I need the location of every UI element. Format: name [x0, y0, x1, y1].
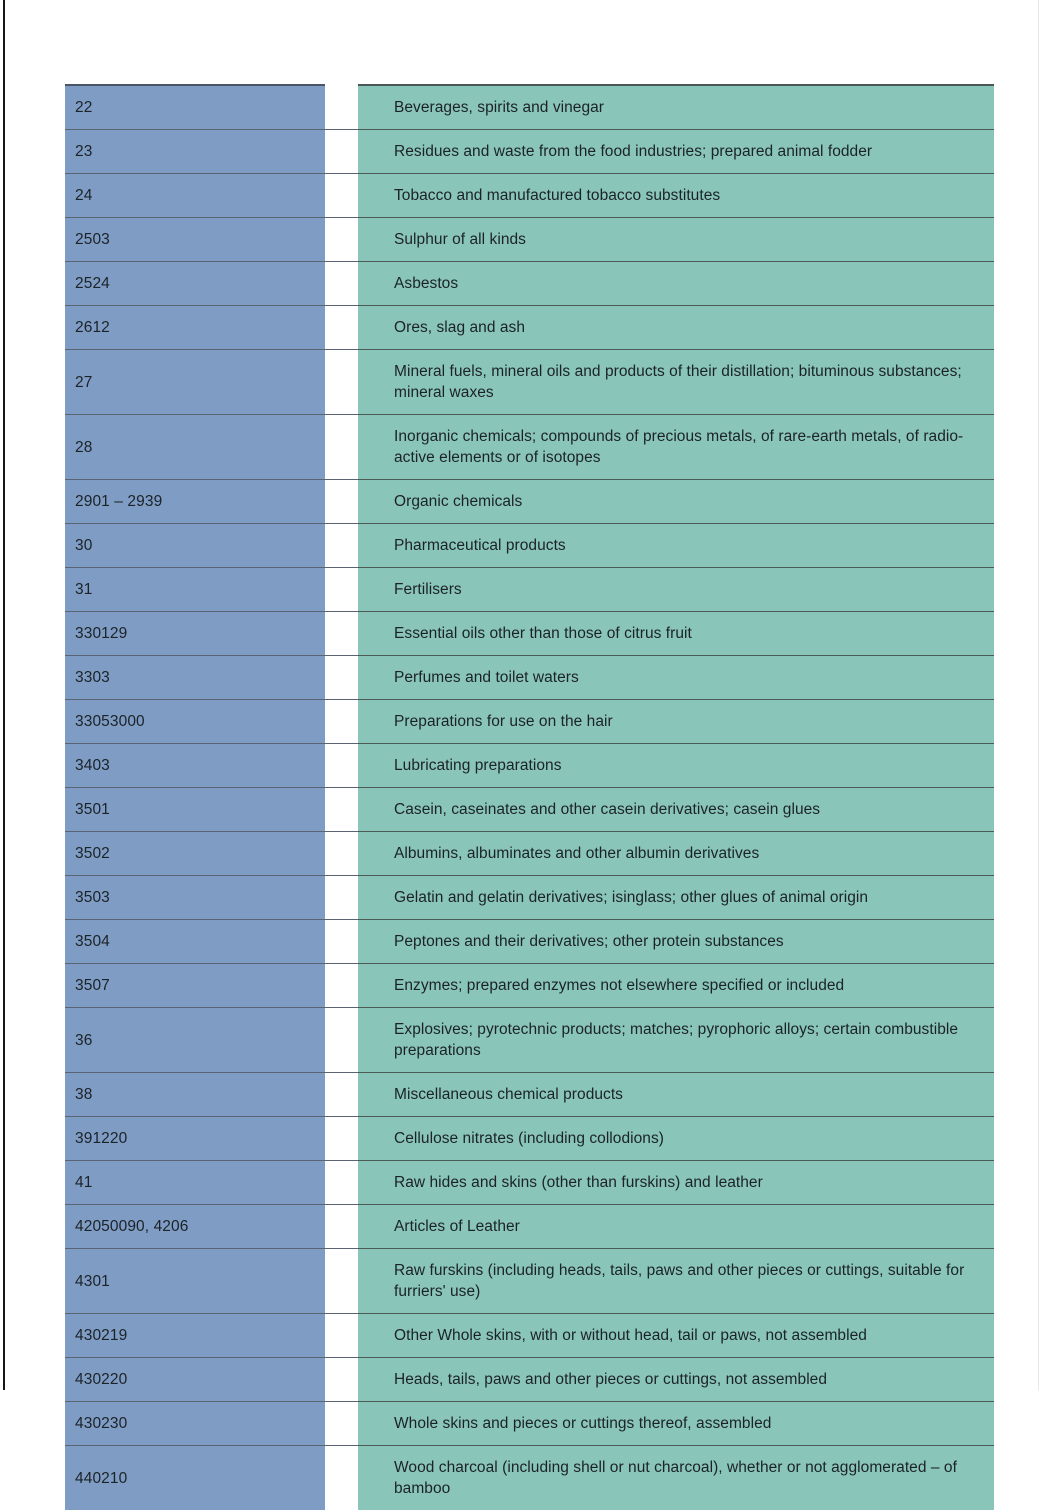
- table-row: [65, 1401, 994, 1445]
- code-value: 41: [75, 1174, 93, 1191]
- description-cell: [358, 1313, 994, 1357]
- table-row: [65, 699, 994, 743]
- description-cell: [358, 261, 994, 305]
- column-gap: [325, 1401, 358, 1445]
- code-value: 3503: [75, 889, 110, 906]
- table-row: [65, 919, 994, 963]
- page-edge-rule-right: [1038, 0, 1039, 1390]
- column-gap: [325, 875, 358, 919]
- code-cell: [65, 1116, 325, 1160]
- code-value: 4301: [75, 1272, 110, 1290]
- table-row: [65, 611, 994, 655]
- description-value: Peptones and their derivatives; other protein substances: [394, 933, 784, 950]
- code-value: 2503: [75, 231, 110, 248]
- table-row: [65, 655, 994, 699]
- description-cell: [358, 699, 994, 743]
- table-row: [65, 1313, 994, 1357]
- table-row: [65, 1116, 994, 1160]
- table-row: [65, 787, 994, 831]
- code-cell: [65, 305, 325, 349]
- code-value: 33053000: [75, 713, 145, 730]
- column-gap: [325, 1007, 358, 1072]
- column-gap: [325, 743, 358, 787]
- column-gap: [325, 84, 358, 129]
- code-cell: [65, 567, 325, 611]
- code-value: 330129: [75, 625, 128, 642]
- description-value: Organic chemicals: [394, 493, 523, 510]
- column-gap: [325, 173, 358, 217]
- description-cell: [358, 611, 994, 655]
- description-cell: [358, 129, 994, 173]
- table-row: [65, 875, 994, 919]
- table-row: [65, 1248, 994, 1313]
- table-row: [65, 173, 994, 217]
- code-cell: [65, 875, 325, 919]
- description-value: Articles of Leather: [394, 1218, 520, 1235]
- column-gap: [325, 523, 358, 567]
- column-gap: [325, 567, 358, 611]
- description-cell: [358, 743, 994, 787]
- column-gap: [325, 699, 358, 743]
- code-cell: [65, 523, 325, 567]
- code-value: 391220: [75, 1130, 128, 1147]
- code-cell: [65, 349, 325, 414]
- description-value: Casein, caseinates and other casein derivatives; casein glues: [394, 801, 821, 818]
- description-cell: [358, 655, 994, 699]
- description-cell: [358, 1160, 994, 1204]
- description-value: Miscellaneous chemical products: [394, 1086, 623, 1103]
- column-gap: [325, 1313, 358, 1357]
- description-cell: [358, 523, 994, 567]
- code-cell: [65, 1357, 325, 1401]
- description-cell: [358, 349, 994, 414]
- column-gap: [325, 963, 358, 1007]
- code-value: 430220: [75, 1371, 128, 1388]
- description-cell: [358, 84, 994, 129]
- code-cell: [65, 1072, 325, 1116]
- description-cell: [358, 1248, 994, 1313]
- description-value: Perfumes and toilet waters: [394, 669, 579, 686]
- column-gap: [325, 217, 358, 261]
- description-value: Inorganic chemicals; compounds of precious metals, of rare-earth metals, of radio-active elements or of isotopes: [394, 428, 964, 466]
- table-row: [65, 743, 994, 787]
- code-cell: [65, 1248, 325, 1313]
- description-cell: [358, 1401, 994, 1445]
- description-cell: [358, 217, 994, 261]
- code-value: 27: [75, 373, 93, 391]
- code-value: 23: [75, 143, 93, 160]
- description-value: Lubricating preparations: [394, 757, 562, 774]
- description-value: Fertilisers: [394, 581, 462, 598]
- code-value: 430219: [75, 1327, 128, 1344]
- code-value: 28: [75, 438, 93, 456]
- description-value: Explosives; pyrotechnic products; matches; pyrophoric alloys; certain combustible preparations: [394, 1021, 959, 1059]
- code-value: 38: [75, 1086, 93, 1103]
- code-cell: [65, 1401, 325, 1445]
- table-row: [65, 84, 994, 129]
- code-value: 3403: [75, 757, 110, 774]
- column-gap: [325, 655, 358, 699]
- table-row: [65, 1160, 994, 1204]
- description-value: Tobacco and manufactured tobacco substitutes: [394, 187, 721, 204]
- description-value: Sulphur of all kinds: [394, 231, 526, 248]
- page-edge-rule-left: [3, 0, 5, 1390]
- column-gap: [325, 1072, 358, 1116]
- code-cell: [65, 831, 325, 875]
- description-value: Cellulose nitrates (including collodions): [394, 1130, 664, 1147]
- description-cell: [358, 479, 994, 523]
- description-cell: [358, 173, 994, 217]
- code-value: 2901 – 2939: [75, 493, 163, 510]
- description-value: Mineral fuels, mineral oils and products of their distillation; bituminous substances; mineral waxes: [394, 363, 962, 401]
- table-row: [65, 1072, 994, 1116]
- table-row: [65, 523, 994, 567]
- column-gap: [325, 129, 358, 173]
- column-gap: [325, 1160, 358, 1204]
- description-value: Heads, tails, paws and other pieces or cuttings, not assembled: [394, 1371, 828, 1388]
- table-row: [65, 831, 994, 875]
- table-row: [65, 349, 994, 414]
- description-value: Ores, slag and ash: [394, 319, 525, 336]
- description-value: Residues and waste from the food industries; prepared animal fodder: [394, 143, 873, 160]
- code-cell: [65, 479, 325, 523]
- description-cell: [358, 1116, 994, 1160]
- code-cell: [65, 1313, 325, 1357]
- code-value: 36: [75, 1031, 93, 1049]
- column-gap: [325, 349, 358, 414]
- description-cell: [358, 1204, 994, 1248]
- column-gap: [325, 479, 358, 523]
- column-gap: [325, 1116, 358, 1160]
- code-cell: [65, 414, 325, 479]
- description-value: Gelatin and gelatin derivatives; isinglass; other glues of animal origin: [394, 889, 869, 906]
- table-row: [65, 1007, 994, 1072]
- table-row: [65, 963, 994, 1007]
- hs-code-table: [65, 84, 994, 1510]
- table-row: [65, 479, 994, 523]
- code-value: 3504: [75, 933, 110, 950]
- table-row: [65, 414, 994, 479]
- code-cell: [65, 919, 325, 963]
- table-row: [65, 129, 994, 173]
- description-cell: [358, 1357, 994, 1401]
- code-value: 42050090, 4206: [75, 1218, 189, 1235]
- code-cell: [65, 1204, 325, 1248]
- code-value: 3502: [75, 845, 110, 862]
- description-cell: [358, 875, 994, 919]
- code-cell: [65, 173, 325, 217]
- table-row: [65, 217, 994, 261]
- table-row: [65, 261, 994, 305]
- description-value: Enzymes; prepared enzymes not elsewhere specified or included: [394, 977, 845, 994]
- code-value: 30: [75, 537, 93, 554]
- description-cell: [358, 831, 994, 875]
- table-row: [65, 1445, 994, 1510]
- code-cell: [65, 129, 325, 173]
- table-row: [65, 567, 994, 611]
- description-value: Albumins, albuminates and other albumin derivatives: [394, 845, 760, 862]
- description-cell: [358, 963, 994, 1007]
- column-gap: [325, 1357, 358, 1401]
- code-value: 3507: [75, 977, 110, 994]
- column-gap: [325, 305, 358, 349]
- code-value: 3303: [75, 669, 110, 686]
- column-gap: [325, 261, 358, 305]
- description-value: Asbestos: [394, 275, 459, 292]
- column-gap: [325, 1204, 358, 1248]
- description-value: Raw hides and skins (other than furskins) and leather: [394, 1174, 763, 1191]
- column-gap: [325, 787, 358, 831]
- column-gap: [325, 919, 358, 963]
- code-cell: [65, 787, 325, 831]
- description-value: Essential oils other than those of citrus fruit: [394, 625, 692, 642]
- table-row: [65, 1357, 994, 1401]
- code-cell: [65, 611, 325, 655]
- code-value: 430230: [75, 1415, 128, 1432]
- code-value: 2524: [75, 275, 110, 292]
- code-cell: [65, 655, 325, 699]
- table-row: [65, 305, 994, 349]
- code-cell: [65, 84, 325, 129]
- column-gap: [325, 831, 358, 875]
- description-value: Whole skins and pieces or cuttings thereof, assembled: [394, 1415, 772, 1432]
- code-value: 2612: [75, 319, 110, 336]
- description-cell: [358, 305, 994, 349]
- code-cell: [65, 963, 325, 1007]
- description-cell: [358, 567, 994, 611]
- description-value: Pharmaceutical products: [394, 537, 566, 554]
- code-cell: [65, 1445, 325, 1510]
- code-value: 24: [75, 187, 93, 204]
- code-cell: [65, 743, 325, 787]
- code-cell: [65, 1007, 325, 1072]
- code-cell: [65, 1160, 325, 1204]
- code-value: 22: [75, 99, 93, 116]
- description-cell: [358, 414, 994, 479]
- description-value: Wood charcoal (including shell or nut charcoal), whether or not agglomerated – of bamboo: [394, 1459, 957, 1497]
- code-value: 440210: [75, 1469, 128, 1487]
- description-cell: [358, 919, 994, 963]
- column-gap: [325, 611, 358, 655]
- description-cell: [358, 1007, 994, 1072]
- description-cell: [358, 1072, 994, 1116]
- code-cell: [65, 217, 325, 261]
- column-gap: [325, 1445, 358, 1510]
- code-value: 31: [75, 581, 93, 598]
- code-cell: [65, 261, 325, 305]
- column-gap: [325, 1248, 358, 1313]
- description-value: Raw furskins (including heads, tails, paws and other pieces or cuttings, suitable for furriers' use): [394, 1262, 965, 1300]
- code-cell: [65, 699, 325, 743]
- description-value: Preparations for use on the hair: [394, 713, 613, 730]
- code-value: 3501: [75, 801, 110, 818]
- description-value: Beverages, spirits and vinegar: [394, 99, 605, 116]
- description-value: Other Whole skins, with or without head, tail or paws, not assembled: [394, 1327, 867, 1344]
- description-cell: [358, 787, 994, 831]
- table-row: [65, 1204, 994, 1248]
- column-gap: [325, 414, 358, 479]
- description-cell: [358, 1445, 994, 1510]
